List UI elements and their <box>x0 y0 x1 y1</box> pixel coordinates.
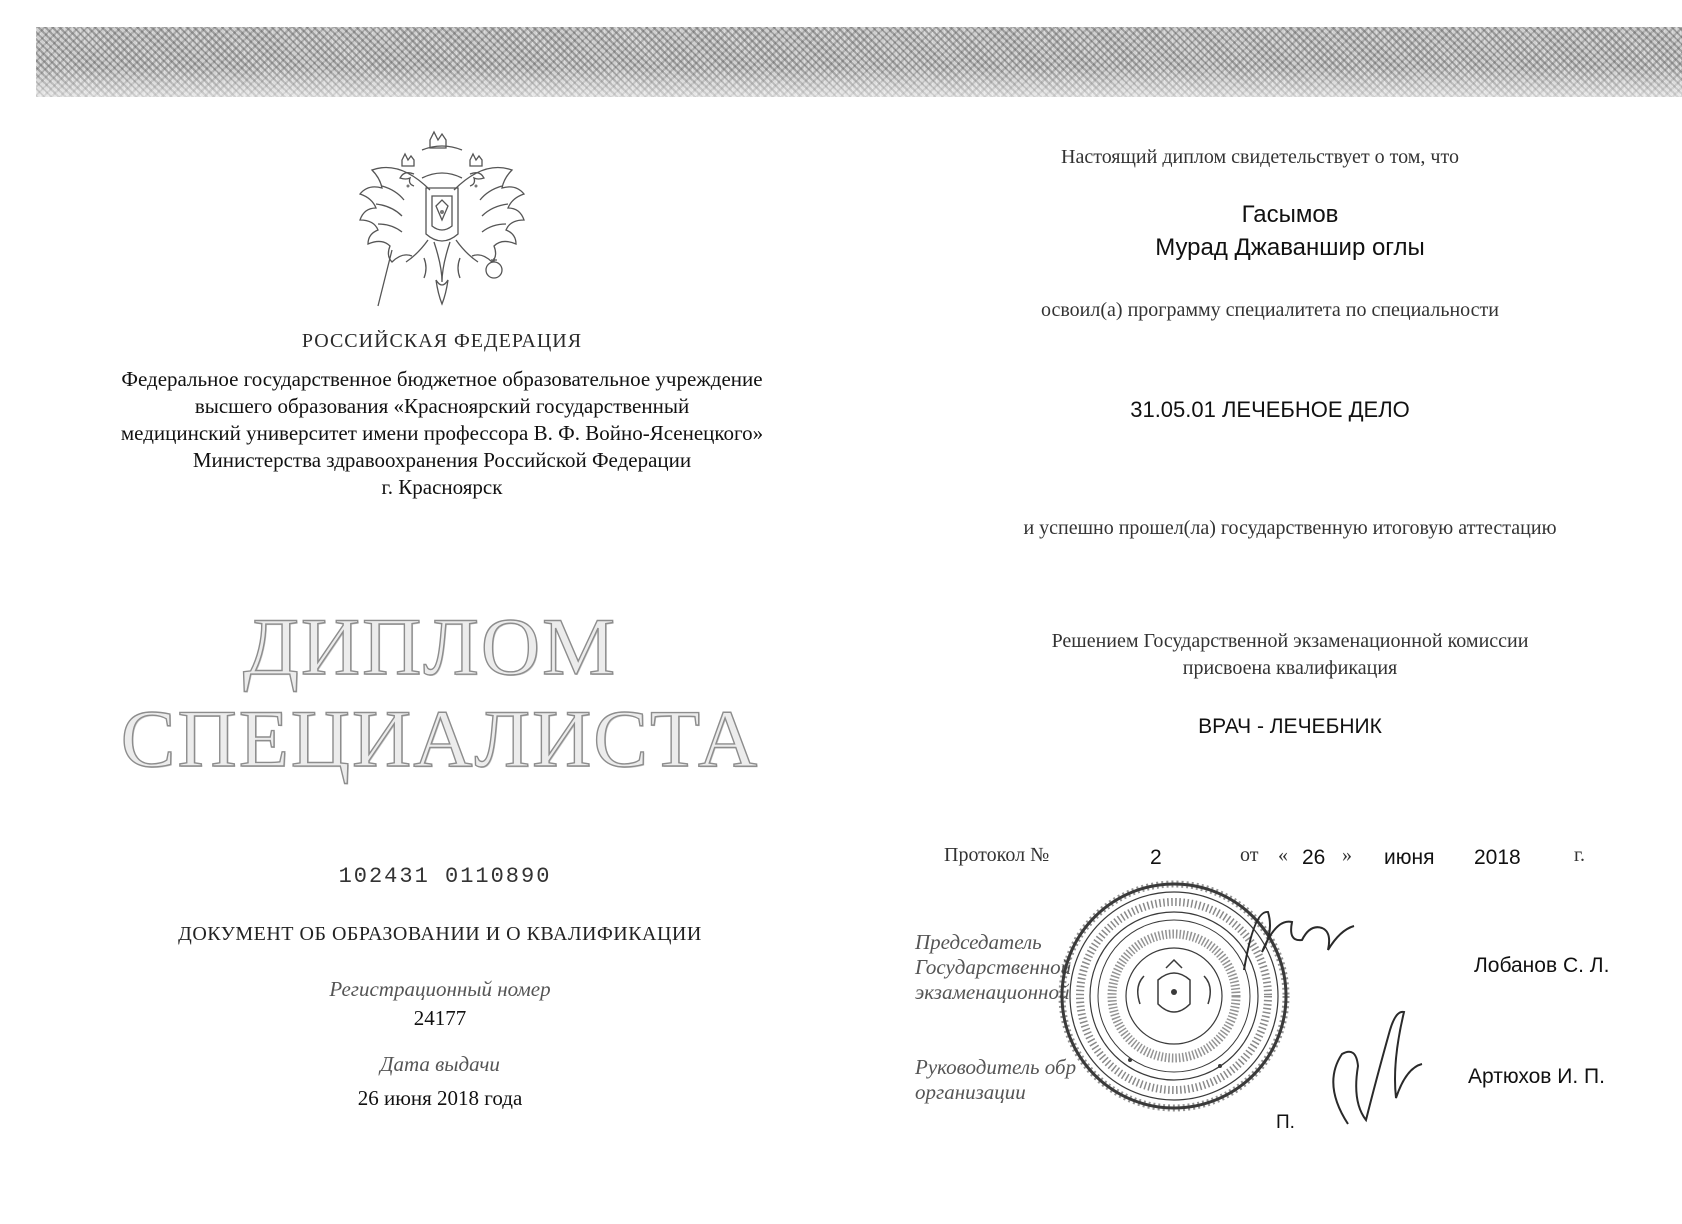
country-label: РОССИЙСКАЯ ФЕДЕРАЦИЯ <box>301 330 583 352</box>
protocol-month: июня <box>1384 846 1435 869</box>
registration-label: Регистрационный номер <box>329 977 551 1001</box>
protocol-day: 26 <box>1302 846 1326 869</box>
head-signature <box>1318 1006 1428 1130</box>
institution-line: Федеральное государственное бюджетное образовательное учреждение <box>121 367 763 391</box>
protocol-year-suffix: г. <box>1574 844 1585 866</box>
quote-open: « <box>1278 844 1288 866</box>
quote-close: » <box>1342 844 1352 866</box>
head-title-line: Руководитель обр <box>915 1055 1077 1079</box>
graduate-surname: Гасымов <box>1241 201 1339 228</box>
graduate-name <box>1000 198 1580 264</box>
chairman-title-line: Государственной <box>915 955 1072 979</box>
document-type: ДОКУМЕНТ ОБ ОБРАЗОВАНИИ И О КВАЛИФИКАЦИИ <box>178 923 702 945</box>
institution-line: медицинский университет имени профессора В. Ф. Войно-Ясенецкого» <box>120 421 764 445</box>
protocol-number: 2 <box>1150 846 1162 869</box>
chairman-name: Лобанов С. Л. <box>1474 954 1610 977</box>
graduate-given-names: Мурад Джаваншир оглы <box>1155 234 1425 261</box>
attestation-text: и успешно прошел(ла) государственную итоговую аттестацию <box>1023 517 1557 539</box>
chairman-title-line: экзаменационной <box>915 980 1070 1004</box>
serial-number: 102431 0110890 <box>338 864 552 889</box>
chairman-signature <box>1240 900 1360 980</box>
qualification: ВРАЧ - ЛЕЧЕБНИК <box>1198 715 1382 738</box>
head-title-line: организации <box>915 1080 1026 1104</box>
head-title <box>915 1055 1076 1105</box>
institution-line: Министерства здравоохранения Российской Федерации <box>192 448 692 472</box>
issue-date-label: Дата выдачи <box>380 1052 500 1076</box>
commission-decision-line1: Решением Государственной экзаменационной комиссии <box>1051 630 1529 652</box>
chairman-title <box>915 930 1071 1005</box>
commission-decision-line2: присвоена квалификация <box>1182 657 1398 679</box>
protocol-from-label: от <box>1240 844 1259 866</box>
head-name: Артюхов И. П. <box>1468 1065 1605 1088</box>
institution-block <box>60 366 824 501</box>
security-pattern-band <box>36 27 1682 97</box>
institution-line: г. Красноярск <box>381 475 503 499</box>
coat-of-arms-icon <box>352 130 532 325</box>
protocol-year: 2018 <box>1474 846 1521 869</box>
issue-date: 26 июня 2018 года <box>357 1086 523 1110</box>
protocol-label: Протокол № <box>944 844 1050 866</box>
seal-place-mark: П. <box>1276 1112 1295 1133</box>
diploma-title-line1: ДИПЛОМ <box>242 601 618 692</box>
intro-text: Настоящий диплом свидетельствует о том, что <box>1061 146 1459 168</box>
institution-line: высшего образования «Красноярский государственный <box>194 394 690 418</box>
specialty: 31.05.01 ЛЕЧЕБНОЕ ДЕЛО <box>1130 397 1410 422</box>
program-text: освоил(а) программу специалитета по специальности <box>1041 299 1499 321</box>
registration-number: 24177 <box>413 1006 467 1030</box>
diploma-title-line2: СПЕЦИАЛИСТА <box>120 693 760 784</box>
chairman-title-line: Председатель <box>915 930 1042 954</box>
